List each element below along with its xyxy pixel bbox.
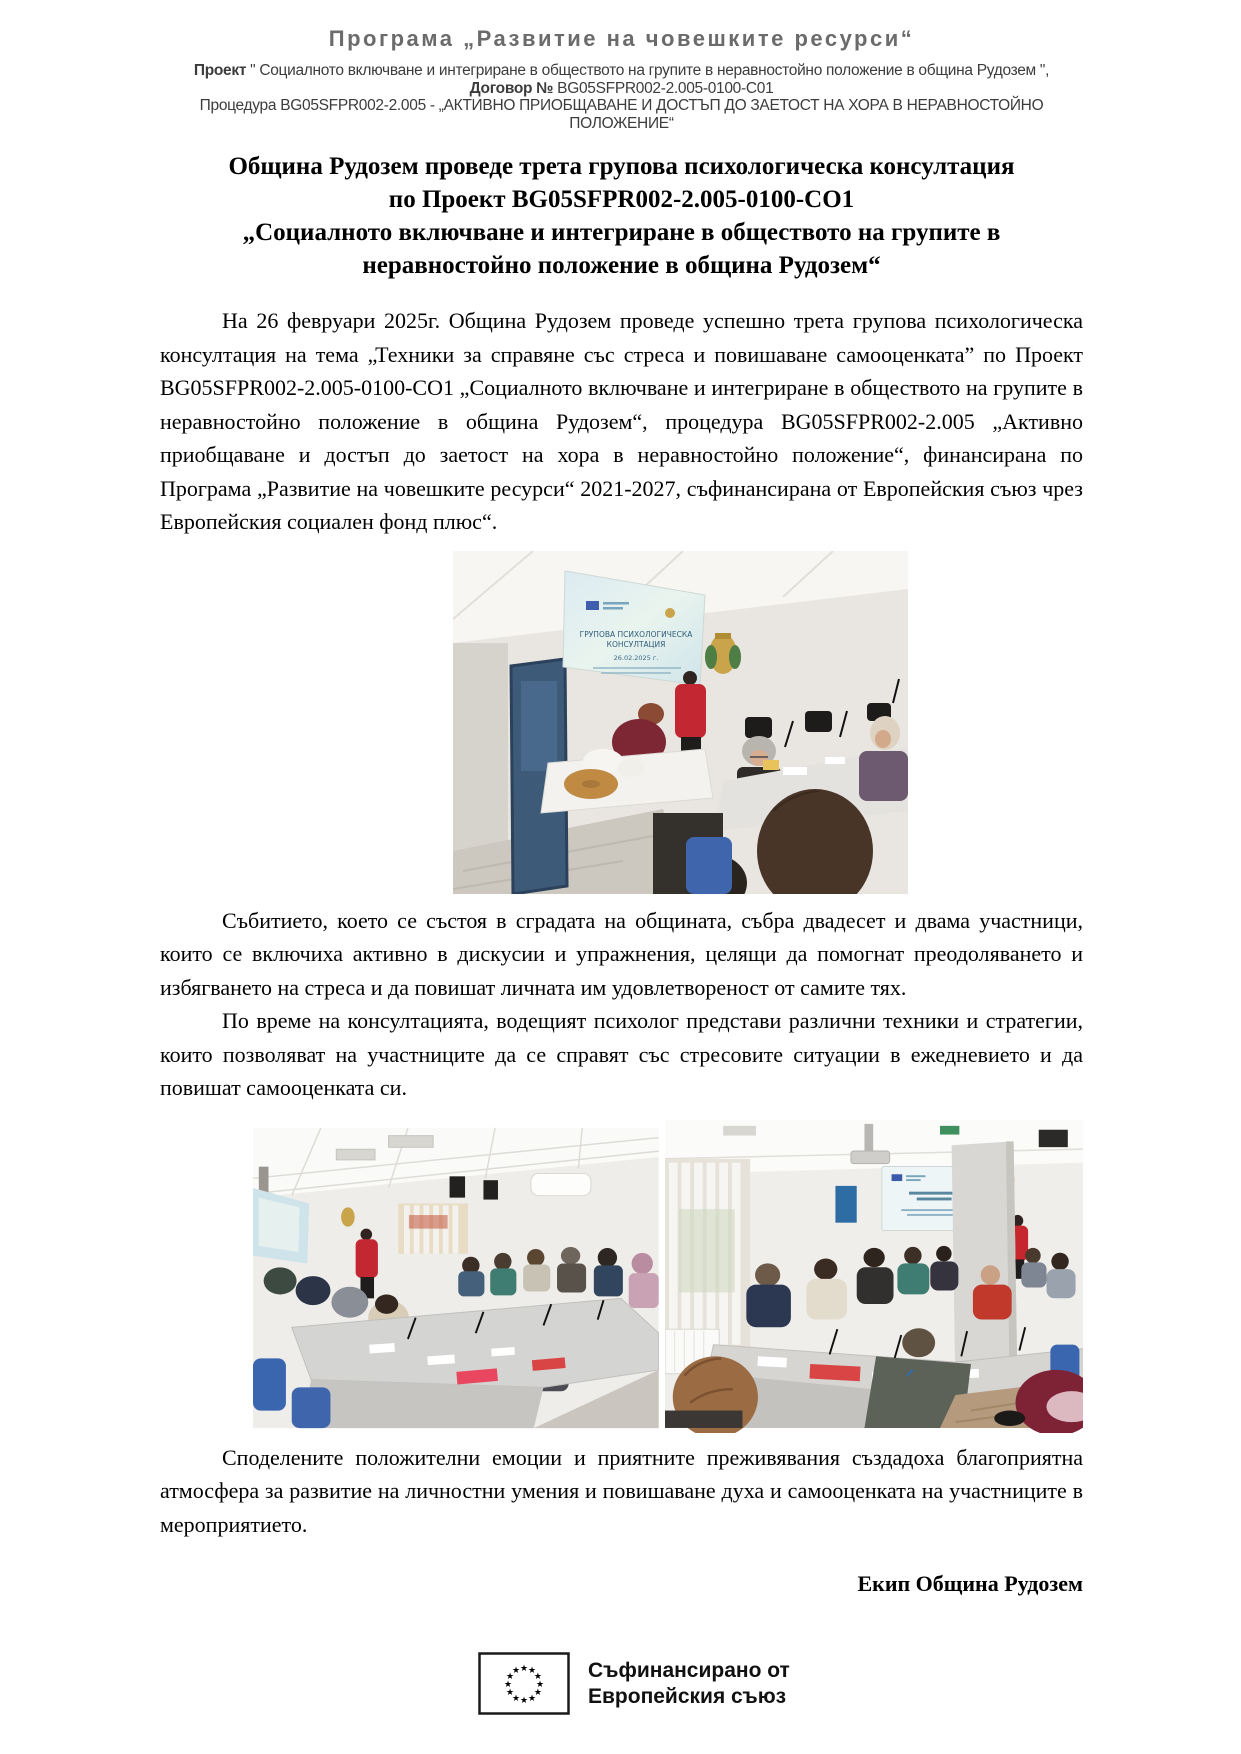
- svg-text:★: ★: [506, 1672, 515, 1682]
- svg-text:★: ★: [535, 1680, 545, 1690]
- svg-text:★: ★: [527, 1693, 537, 1704]
- svg-text:★: ★: [533, 1672, 542, 1682]
- svg-text:★: ★: [527, 1666, 537, 1676]
- eu-cofunded-line1: Съфинансирано от: [588, 1658, 790, 1682]
- slide-title-line2: КОНСУЛТАЦИЯ: [606, 639, 666, 649]
- svg-text:★: ★: [503, 1680, 513, 1690]
- svg-text:★: ★: [511, 1693, 521, 1704]
- project-text: " Социалното включване и интегриране в обществото на групите в неравностойно положение в община Рудозем ",: [246, 62, 1050, 79]
- blue-chair: [686, 837, 732, 894]
- paragraph-1: На 26 февруари 2025г. Община Рудозем проведе успешно трета групова психологическа консултация на тема „Техники за справяне със стреса и повишаване самооценката” по Проект BG05SFPR002-2.005-0100-CO1 „Социалното включване и интегриране в обществото на групите в неравностойно положение в община Рудозем“, процедура BG05SFPR002-2.005 „Активно приобщаване и достъп до заетост на хора в неравностойно положение“, финансирана по Програма „Развитие на човешките ресурси“ 2021-2027, съфинансирана от Европейския съюз чрез Европейския социален фонд плюс“.: [160, 308, 1083, 534]
- photo-row: [253, 1115, 1083, 1433]
- svg-text:★: ★: [533, 1688, 542, 1698]
- slide-date: 26.02.2025 г.: [613, 653, 659, 662]
- signature: Екип Община Рудозем: [857, 1571, 1083, 1596]
- eu-cofunded-text: [588, 1658, 790, 1710]
- eu-flag-icon: [478, 1652, 570, 1715]
- project-label: Проект: [193, 62, 247, 79]
- eu-cofunded-line2: Европейския съюз: [588, 1684, 787, 1708]
- svg-text:★: ★: [519, 1664, 529, 1674]
- contract-label: Договор №: [469, 79, 554, 97]
- program-header: Програма „Развитие на човешките ресурси“: [328, 26, 915, 51]
- procedure-line: Процедура BG05SFPR002-2.005 - „АКТИВНО ПРИОБЩАВАНЕ И ДОСТЪП ДО ЗАЕТОСТ НА ХОРА В НЕРАВНОСТОЙНО ПОЛОЖЕНИЕ“: [199, 97, 1044, 132]
- title-line-1: Община Рудозем проведе трета групова психологическа консултация: [228, 153, 1015, 180]
- paragraph-4: Споделените положителни емоции и приятните преживявания създадоха благоприятна атмосфера за развитие на личностни умения и повишаване духа и самооценката на участниците в мероприятието.: [160, 1444, 1083, 1537]
- eu-cofunding-block: [478, 1652, 790, 1715]
- window-blinds: [398, 1203, 468, 1253]
- article-title: [160, 150, 1083, 282]
- slide-title-line1: ГРУПОВА ПСИХОЛОГИЧЕСКА: [579, 629, 693, 639]
- window-blinds: [665, 1158, 750, 1347]
- title-line-4: неравностойно положение в община Рудозем“: [362, 252, 881, 279]
- title-line-3: „Социалното включване и интегриране в обществото на групите в: [242, 219, 1001, 246]
- paragraph-3: По време на консултацията, водещият психолог представи различни техники и стратегии, които позволяват на участниците да се справят със стресовите ситуации в ежедневието и да повишат самооценката си.: [160, 1008, 1083, 1100]
- photo-consultation-1: [453, 551, 908, 894]
- title-line-2: по Проект BG05SFPR002-2.005-0100-CO1: [388, 186, 855, 213]
- svg-text:★: ★: [506, 1688, 515, 1698]
- project-line: [160, 62, 1083, 80]
- svg-text:★: ★: [519, 1696, 529, 1706]
- svg-text:★: ★: [511, 1666, 521, 1676]
- photo-meeting-room-2: [253, 1123, 659, 1433]
- contract-number: BG05SFPR002-2.005-0100-C01: [553, 79, 774, 97]
- photo-meeting-room-3: [665, 1115, 1083, 1433]
- paragraph-2: Събитието, което се състоя в сградата на общината, събра двадесет и двама участници, които се включиха активно в дискусии и упражнения, целящи да помогнат преодоляването и избягването на стреса и да повишат личната им удовлетвореност от самите тях.: [160, 907, 1083, 1000]
- contract-line: [160, 80, 1083, 98]
- photo-meeting-room-1: [453, 551, 908, 894]
